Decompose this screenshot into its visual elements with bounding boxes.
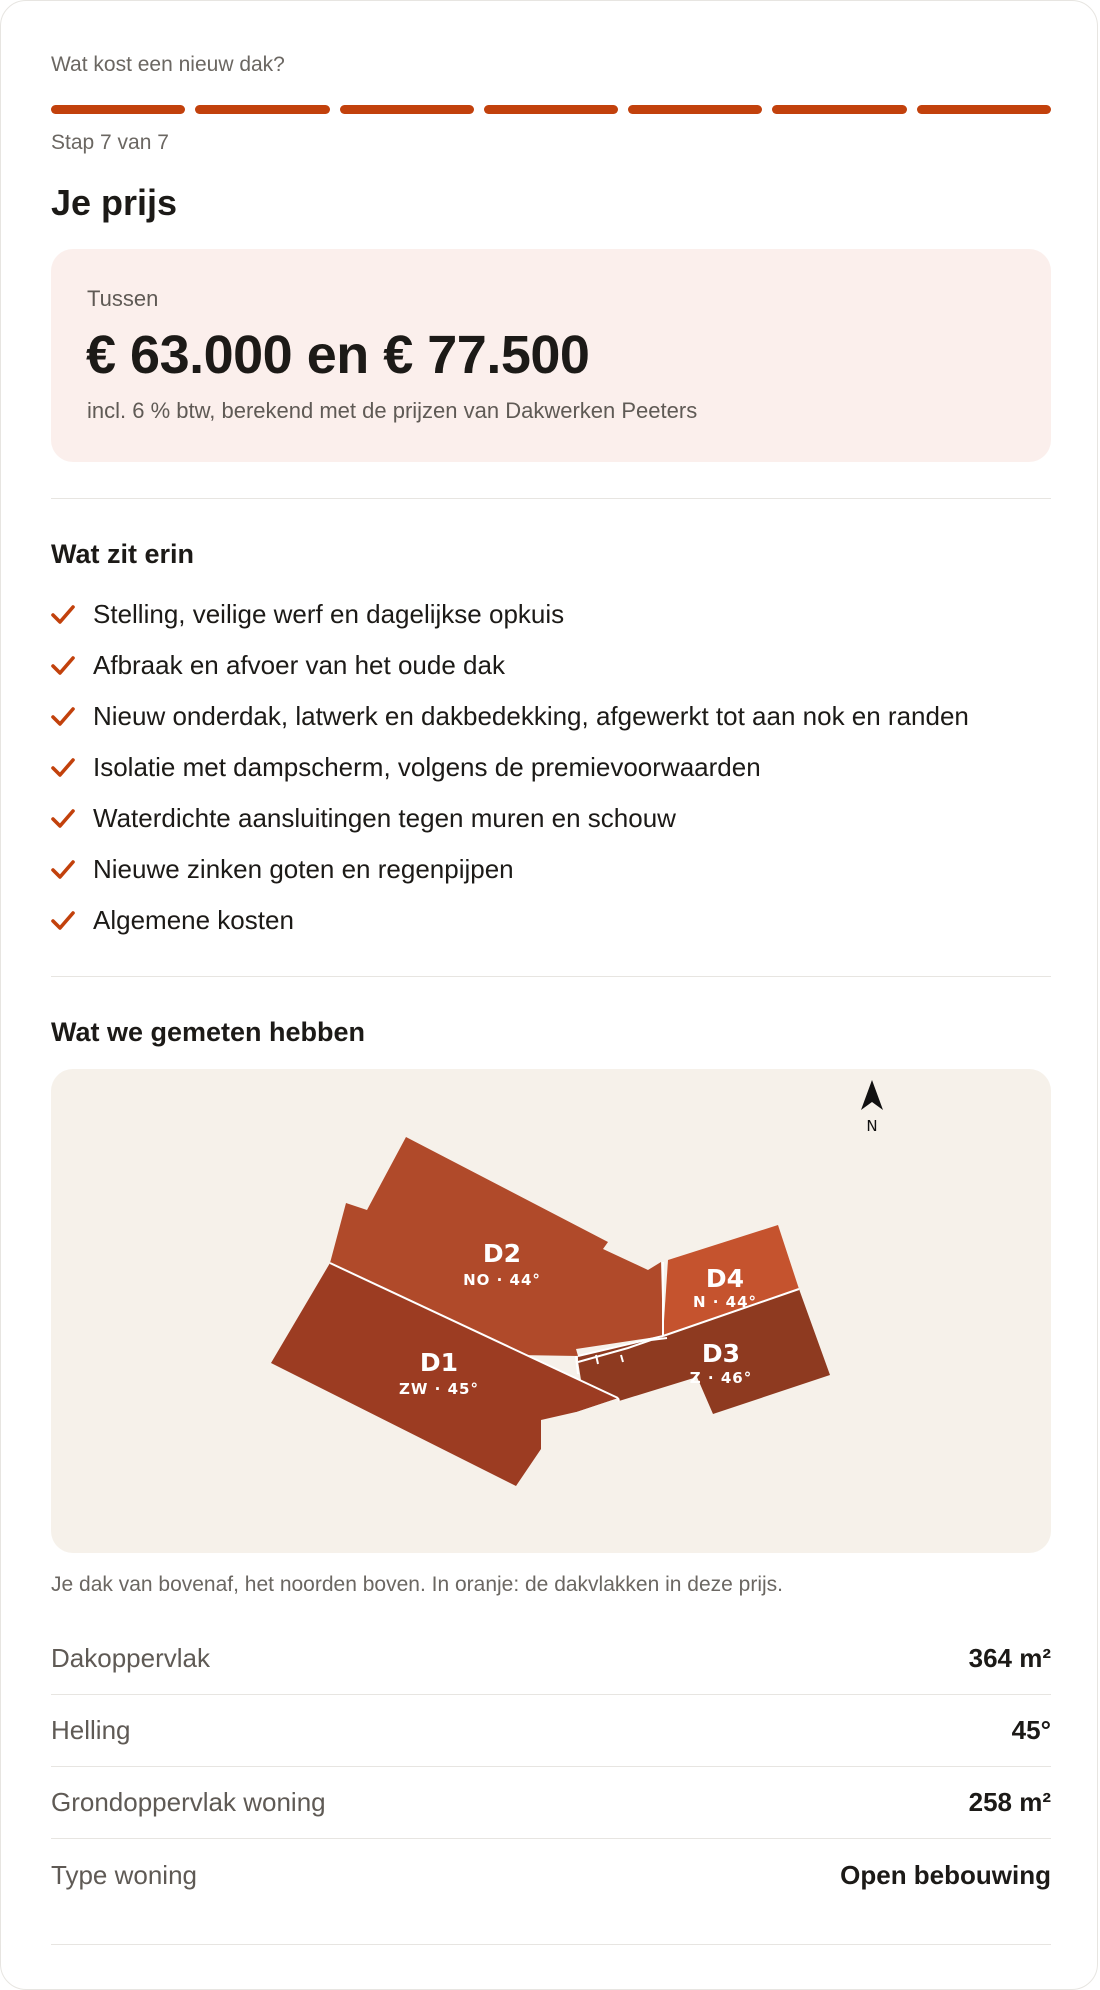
wizard-question: Wat kost een nieuw dak? (51, 53, 285, 76)
price-note: incl. 6 % btw, berekend met de prijzen van Dakwerken Peeters (87, 398, 698, 423)
divider (51, 498, 1051, 499)
plane-d2-id: D2 (482, 1239, 522, 1268)
checkmark-icon (51, 758, 93, 778)
progress-segment-3 (340, 105, 474, 114)
stat-label: Type woning (51, 1859, 197, 1890)
list-item (51, 793, 1051, 844)
progress-segment-7 (917, 105, 1051, 114)
progress-segment-2 (195, 105, 329, 114)
list-item-label: Isolatie met dampscherm, volgens de premievoorwaarden (93, 752, 761, 782)
north-label: N (866, 1117, 878, 1135)
progress-segment-1 (51, 105, 185, 114)
list-item (51, 742, 1051, 793)
plane-d3-id: D3 (701, 1339, 741, 1368)
checkmark-icon (51, 860, 93, 880)
list-item-label: Afbraak en afvoer van het oude dak (93, 650, 505, 680)
map-caption: Je dak van bovenaf, het noorden boven. In oranje: de dakvlakken in deze prijs. (51, 1573, 783, 1596)
progress-segment-5 (628, 105, 762, 114)
stat-row (51, 1839, 1051, 1911)
plane-d1-id: D1 (419, 1348, 459, 1377)
plane-d2-orientation: NO · 44° (463, 1271, 541, 1289)
roof-plan-svg (51, 1069, 1051, 1553)
divider (51, 1944, 1051, 1945)
stat-label: Grondoppervlak woning (51, 1787, 326, 1817)
progress-segment-6 (772, 105, 906, 114)
list-item-label: Nieuwe zinken goten en regenpijpen (93, 854, 514, 884)
list-item (51, 589, 1051, 640)
included-list (51, 589, 1051, 946)
divider (51, 976, 1051, 977)
price-box (51, 249, 1051, 462)
stat-label: Dakoppervlak (51, 1643, 210, 1673)
roof-map (51, 1069, 1051, 1553)
checkmark-icon (51, 707, 93, 727)
stat-row (51, 1767, 1051, 1839)
stat-row (51, 1623, 1051, 1695)
plane-d4-orientation: N · 44° (692, 1293, 758, 1311)
stat-value: 45° (1011, 1715, 1051, 1745)
list-item-label: Waterdichte aansluitingen tegen muren en schouw (93, 803, 676, 833)
list-item (51, 895, 1051, 946)
page-title: Je prijs (51, 182, 178, 223)
stat-row (51, 1695, 1051, 1767)
north-arrow-icon (861, 1080, 883, 1135)
list-item-label: Nieuw onderdak, latwerk en dakbedekking, afgewerkt tot aan nok en randen (93, 701, 969, 731)
progress-segment-4 (484, 105, 618, 114)
checkmark-icon (51, 809, 93, 829)
list-item (51, 640, 1051, 691)
stat-value: 364 m² (968, 1643, 1051, 1673)
list-item-label: Algemene kosten (93, 905, 294, 935)
step-indicator: Stap 7 van 7 (51, 131, 169, 154)
plane-d1-orientation: ZW · 45° (399, 1380, 479, 1398)
plane-d4-id: D4 (705, 1264, 745, 1293)
stat-value: Open bebouwing (840, 1859, 1051, 1890)
included-title: Wat zit erin (51, 539, 195, 569)
checkmark-icon (51, 656, 93, 676)
measurement-stats (51, 1623, 1051, 1911)
stat-label: Helling (51, 1715, 131, 1745)
checkmark-icon (51, 605, 93, 625)
list-item (51, 691, 1051, 742)
stat-value: 258 m² (968, 1787, 1051, 1817)
measured-title: Wat we gemeten hebben (51, 1017, 366, 1047)
price-label: Tussen (87, 286, 159, 311)
step-progress-bar (51, 105, 1051, 114)
plane-d3-orientation: Z · 46° (689, 1369, 753, 1387)
checkmark-icon (51, 911, 93, 931)
price-range: € 63.000 en € 77.500 (86, 325, 590, 385)
list-item-label: Stelling, veilige werf en dagelijkse opkuis (93, 599, 565, 629)
list-item (51, 844, 1051, 895)
